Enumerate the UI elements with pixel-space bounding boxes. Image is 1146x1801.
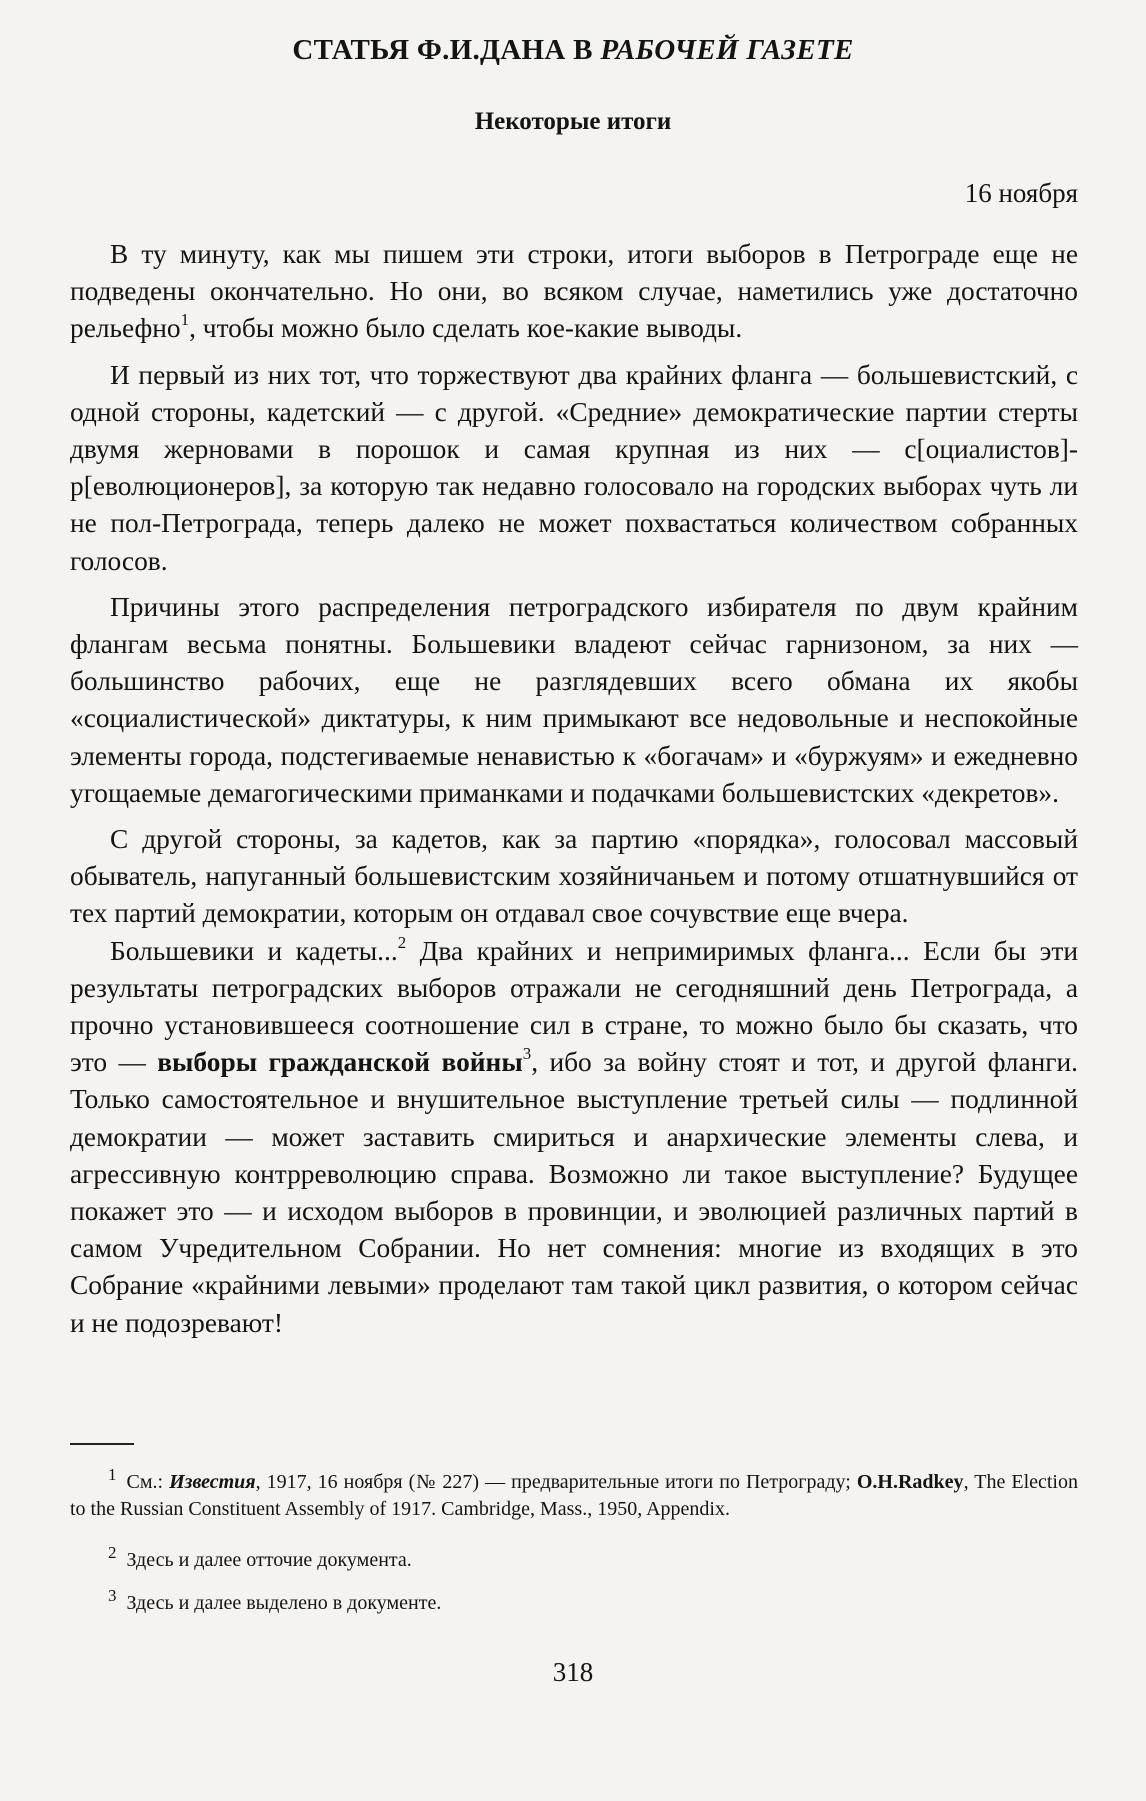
paragraph-4: С другой стороны, за кадетов, как за партию «порядка», голосовал массовый обыватель, напуганный большевистским хозяйничаньем и потому отшатнувшийся от тех партий демократии, которым он отдавал свое сочувствие еще вчера. (70, 824, 1078, 929)
footnote-ref-2: 2 (397, 932, 407, 952)
paragraph-5-text-b: Два крайних и непримиримых фланга... Если бы эти результаты петроградских выборов отражали не сегодняшний день Петрограда, а прочно установившееся соотношение сил в стране, то можно было бы сказать, что это — (70, 935, 1078, 1078)
paragraph-1 (70, 236, 1078, 348)
paragraph-3: Причины этого распределения петроградского избирателя по двум крайним флангам весьма понятны. Большевики владеют сейчас гарнизоном, за них — большинство рабочих, еще не разглядевших всего обмана их якобы «социалистической» диктатуры, к ним примыкают все недовольные и неспокойные элементы города, подстегиваемые ненавистью к «богачам» и «буржуям» и ежедневно угощаемые демагогическими приманками и подачками большевистских «декретов». (70, 591, 1078, 808)
footnote-1-text-c: , The Election to the Russian Constituent Assembly of 1917. Cambridge, Mass., 1950, Appendix. (70, 1471, 1078, 1520)
footnote-3-text: Здесь и далее выделено в документе. (126, 1592, 442, 1614)
article-subtitle: Некоторые итоги (474, 108, 672, 135)
page-number: 318 (552, 1657, 594, 1687)
article-title (0, 34, 1146, 67)
paragraph-5-emphasis: выборы гражданской войны (157, 1047, 523, 1078)
footnote-3 (70, 1585, 1078, 1617)
paragraph-2: И первый из них тот, что торжествуют два крайних фланга — большевистский, с одной стороны, кадетский — с другой. «Средние» демократические партии стерты двумя жерновами в порошок и самая крупная из них — с[оциалистов]-р[еволюционеров], за которую так недавно голосовало на городских выборах чуть ли не пол-Петрограда, теперь далеко не может похвастаться количеством собранных голосов. (70, 359, 1078, 576)
footnote-1 (70, 1464, 1078, 1523)
footnote-1-author: O.H.Radkey (856, 1471, 964, 1493)
paragraph-1-text-b: , чтобы можно было сделать кое-какие выводы. (189, 313, 743, 344)
footnote-1-source: Известия (169, 1471, 256, 1493)
footnote-2 (70, 1542, 1078, 1574)
paragraph-5-text-c: , ибо за войну стоят и тот, и другой фланги. Только самостоятельное и внушительное выступление третьей силы — подлинной демократии — может заставить смириться и анархические элементы слева, и агрессивную контрреволюцию справа. Возможно ли такое выступление? Будущее покажет это — и исходом выборов в провинции, и эволюцией различных партий в самом Учредительном Собрании. Но нет сомнения: многие из входящих в это Собрание «крайними левыми» проделают там такой цикл развития, о котором сейчас и не подозревают! (70, 1047, 1079, 1338)
footnote-1-number: 1 (108, 1464, 117, 1484)
footnote-ref-3: 3 (522, 1044, 532, 1064)
paragraph-1-text-a: В ту минуту, как мы пишем эти строки, итоги выборов в Петрограде еще не подведены окончательно. Но они, во всяком случае, наметились уже достаточно рельефно (70, 239, 1078, 344)
footnote-2-number: 2 (108, 1542, 117, 1562)
paragraph-5 (70, 933, 1078, 1342)
footnote-ref-1: 1 (180, 310, 190, 330)
paragraph-5-text-a: Большевики и кадеты... (110, 935, 398, 966)
title-prefix: СТАТЬЯ Ф.И.ДАНА В (292, 34, 601, 66)
footnote-1-text-b: , 1917, 16 ноября (№ 227) — предварительные итоги по Петрограду; (255, 1471, 857, 1493)
footnote-1-text-a: См.: (126, 1471, 170, 1493)
newspaper-name: РАБОЧЕЙ ГАЗЕТЕ (600, 34, 854, 66)
article-body (70, 236, 1078, 1342)
footnote-3-number: 3 (108, 1585, 117, 1605)
footnote-2-text: Здесь и далее отточие документа. (126, 1549, 412, 1571)
footnote-divider (70, 1443, 134, 1445)
article-date: 16 ноября (964, 178, 1078, 208)
